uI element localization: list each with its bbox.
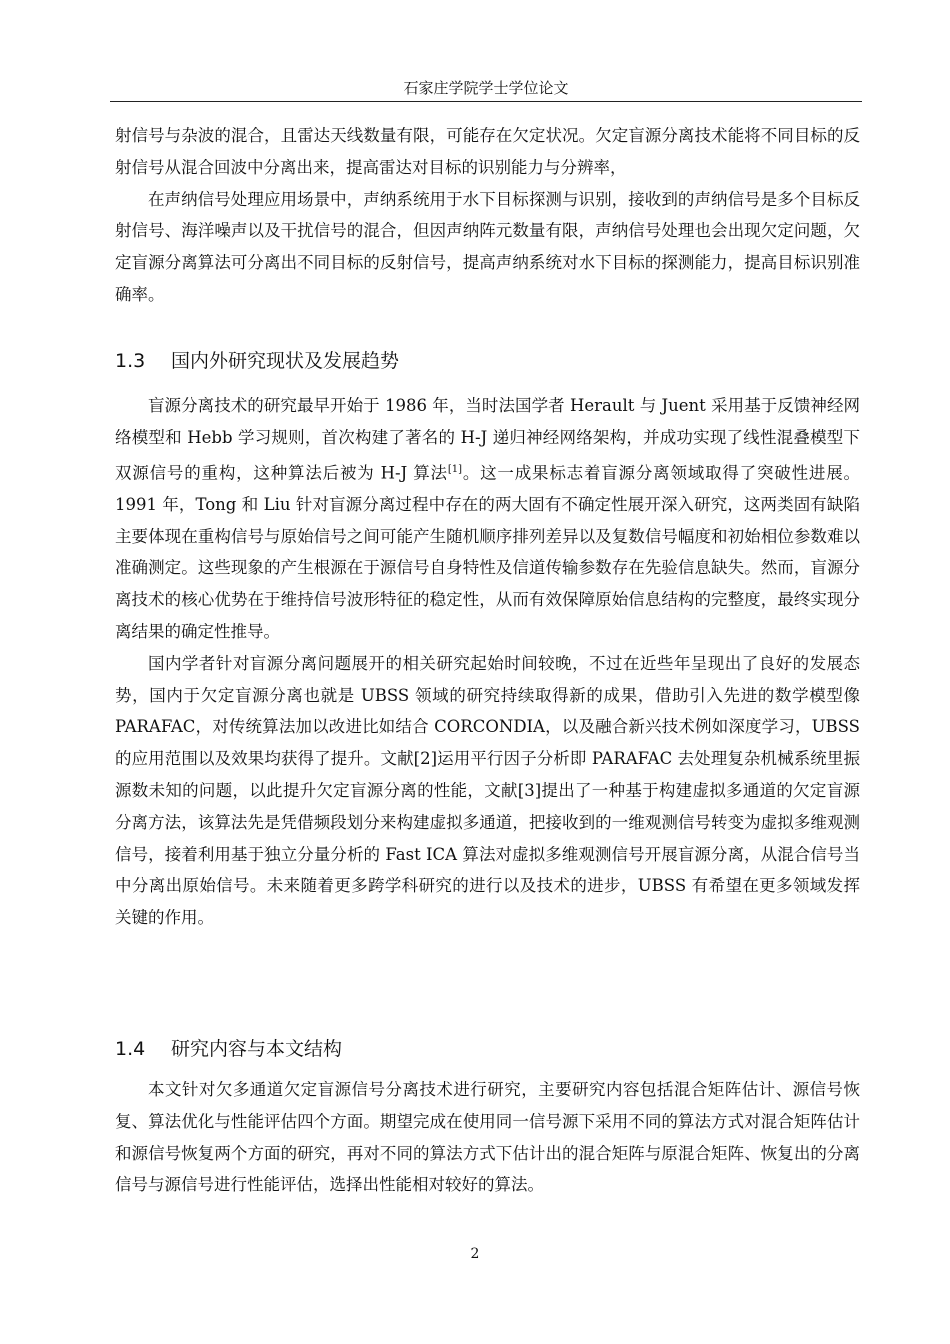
running-header: 石家庄学院学士学位论文 [403, 79, 569, 97]
page-number: 2 [470, 1246, 480, 1262]
section-number: 1.4 [115, 1038, 146, 1060]
body-block-2 [115, 390, 860, 934]
body-block-3 [115, 1074, 860, 1201]
paragraph-research-history [115, 390, 860, 648]
citation-marker: [1] [447, 463, 463, 475]
paragraph-text: 。这一成果标志着盲源分离领域取得了突破性进展。1991 年，Tong 和 Liu 针对盲源分离过程中存在的两大固有不确定性展开深入研究，这两类固有缺陷主要体现在重构信号与原始信号之间可能产生随机顺序排列差异以及复数信号幅度和初始相位参数难以准确测定。这些现象的产生根源在于源信号自身特性及信道传输参数存在先验信息缺失。然而，盲源分离技术的核心优势在于维持信号波形特征的稳定性，从而有效保障原始信息结构的完整度，最终实现分离结果的确定性推导。 [115, 463, 860, 642]
paragraph-radar-continuation: 射信号与杂波的混合，且雷达天线数量有限，可能存在欠定状况。欠定盲源分离技术能将不同目标的反射信号从混合回波中分离出来，提高雷达对目标的识别能力与分辨率， [115, 126, 860, 177]
section-heading-1-3 [115, 348, 399, 374]
section-title: 研究内容与本文结构 [171, 1038, 343, 1060]
body-block-1 [115, 120, 860, 311]
paragraph-domestic-research: 国内学者针对盲源分离问题展开的相关研究起始时间较晚，不过在近些年呈现出了良好的发展态势，国内于欠定盲源分离也就是 UBSS 领域的研究持续取得新的成果，借助引入先进的数学模型像 PARAFAC，对传统算法加以改进比如结合 CORCONDIA，以及融合新兴技术例如深度学习，UBSS 的应用范围以及效果均获得了提升。文献[2]运用平行因子分析即 PARAFAC 去处理复杂机械系统里振源数未知的问题，以此提升欠定盲源分离的性能，文献[3]提出了一种基于构建虚拟多通道的欠定盲源分离方法，该算法先是凭借频段划分来构建虚拟多通道，把接收到的一维观测信号转变为虚拟多维观测信号，接着利用基于独立分量分析的 Fast ICA 算法对虚拟多维观测信号开展盲源分离，从混合信号当中分离出原始信号。未来随着更多跨学科研究的进行以及技术的进步，UBSS 有希望在更多领域发挥关键的作用。 [115, 653, 860, 928]
section-title: 国内外研究现状及发展趋势 [171, 350, 400, 372]
section-number: 1.3 [115, 350, 146, 372]
paragraph-text: 盲源分离技术的研究最早开始于 1986 年，当时法国学者 Herault 与 Juent 采用基于反馈神经网络模型和 Hebb 学习规则，首次构建了著名的 H-J 递归神经网络架构，并成功实现了线性混叠模型下双源信号的重构，这种算法后被为 H-J 算法 [115, 396, 860, 483]
header-rule [110, 101, 862, 102]
paragraph-sonar: 在声纳信号处理应用场景中，声纳系统用于水下目标探测与识别，接收到的声纳信号是多个目标反射信号、海洋噪声以及干扰信号的混合，但因声纳阵元数量有限，声纳信号处理也会出现欠定问题，欠定盲源分离算法可分离出不同目标的反射信号，提高声纳系统对水下目标的探测能力，提高目标识别准确率。 [115, 189, 860, 304]
section-heading-1-4 [115, 1036, 342, 1062]
paragraph-research-content: 本文针对欠多通道欠定盲源信号分离技术进行研究，主要研究内容包括混合矩阵估计、源信号恢复、算法优化与性能评估四个方面。期望完成在使用同一信号源下采用不同的算法方式对混合矩阵估计和源信号恢复两个方面的研究，再对不同的算法方式下估计出的混合矩阵与原混合矩阵、恢复出的分离信号与源信号进行性能评估，选择出性能相对较好的算法。 [115, 1080, 860, 1195]
